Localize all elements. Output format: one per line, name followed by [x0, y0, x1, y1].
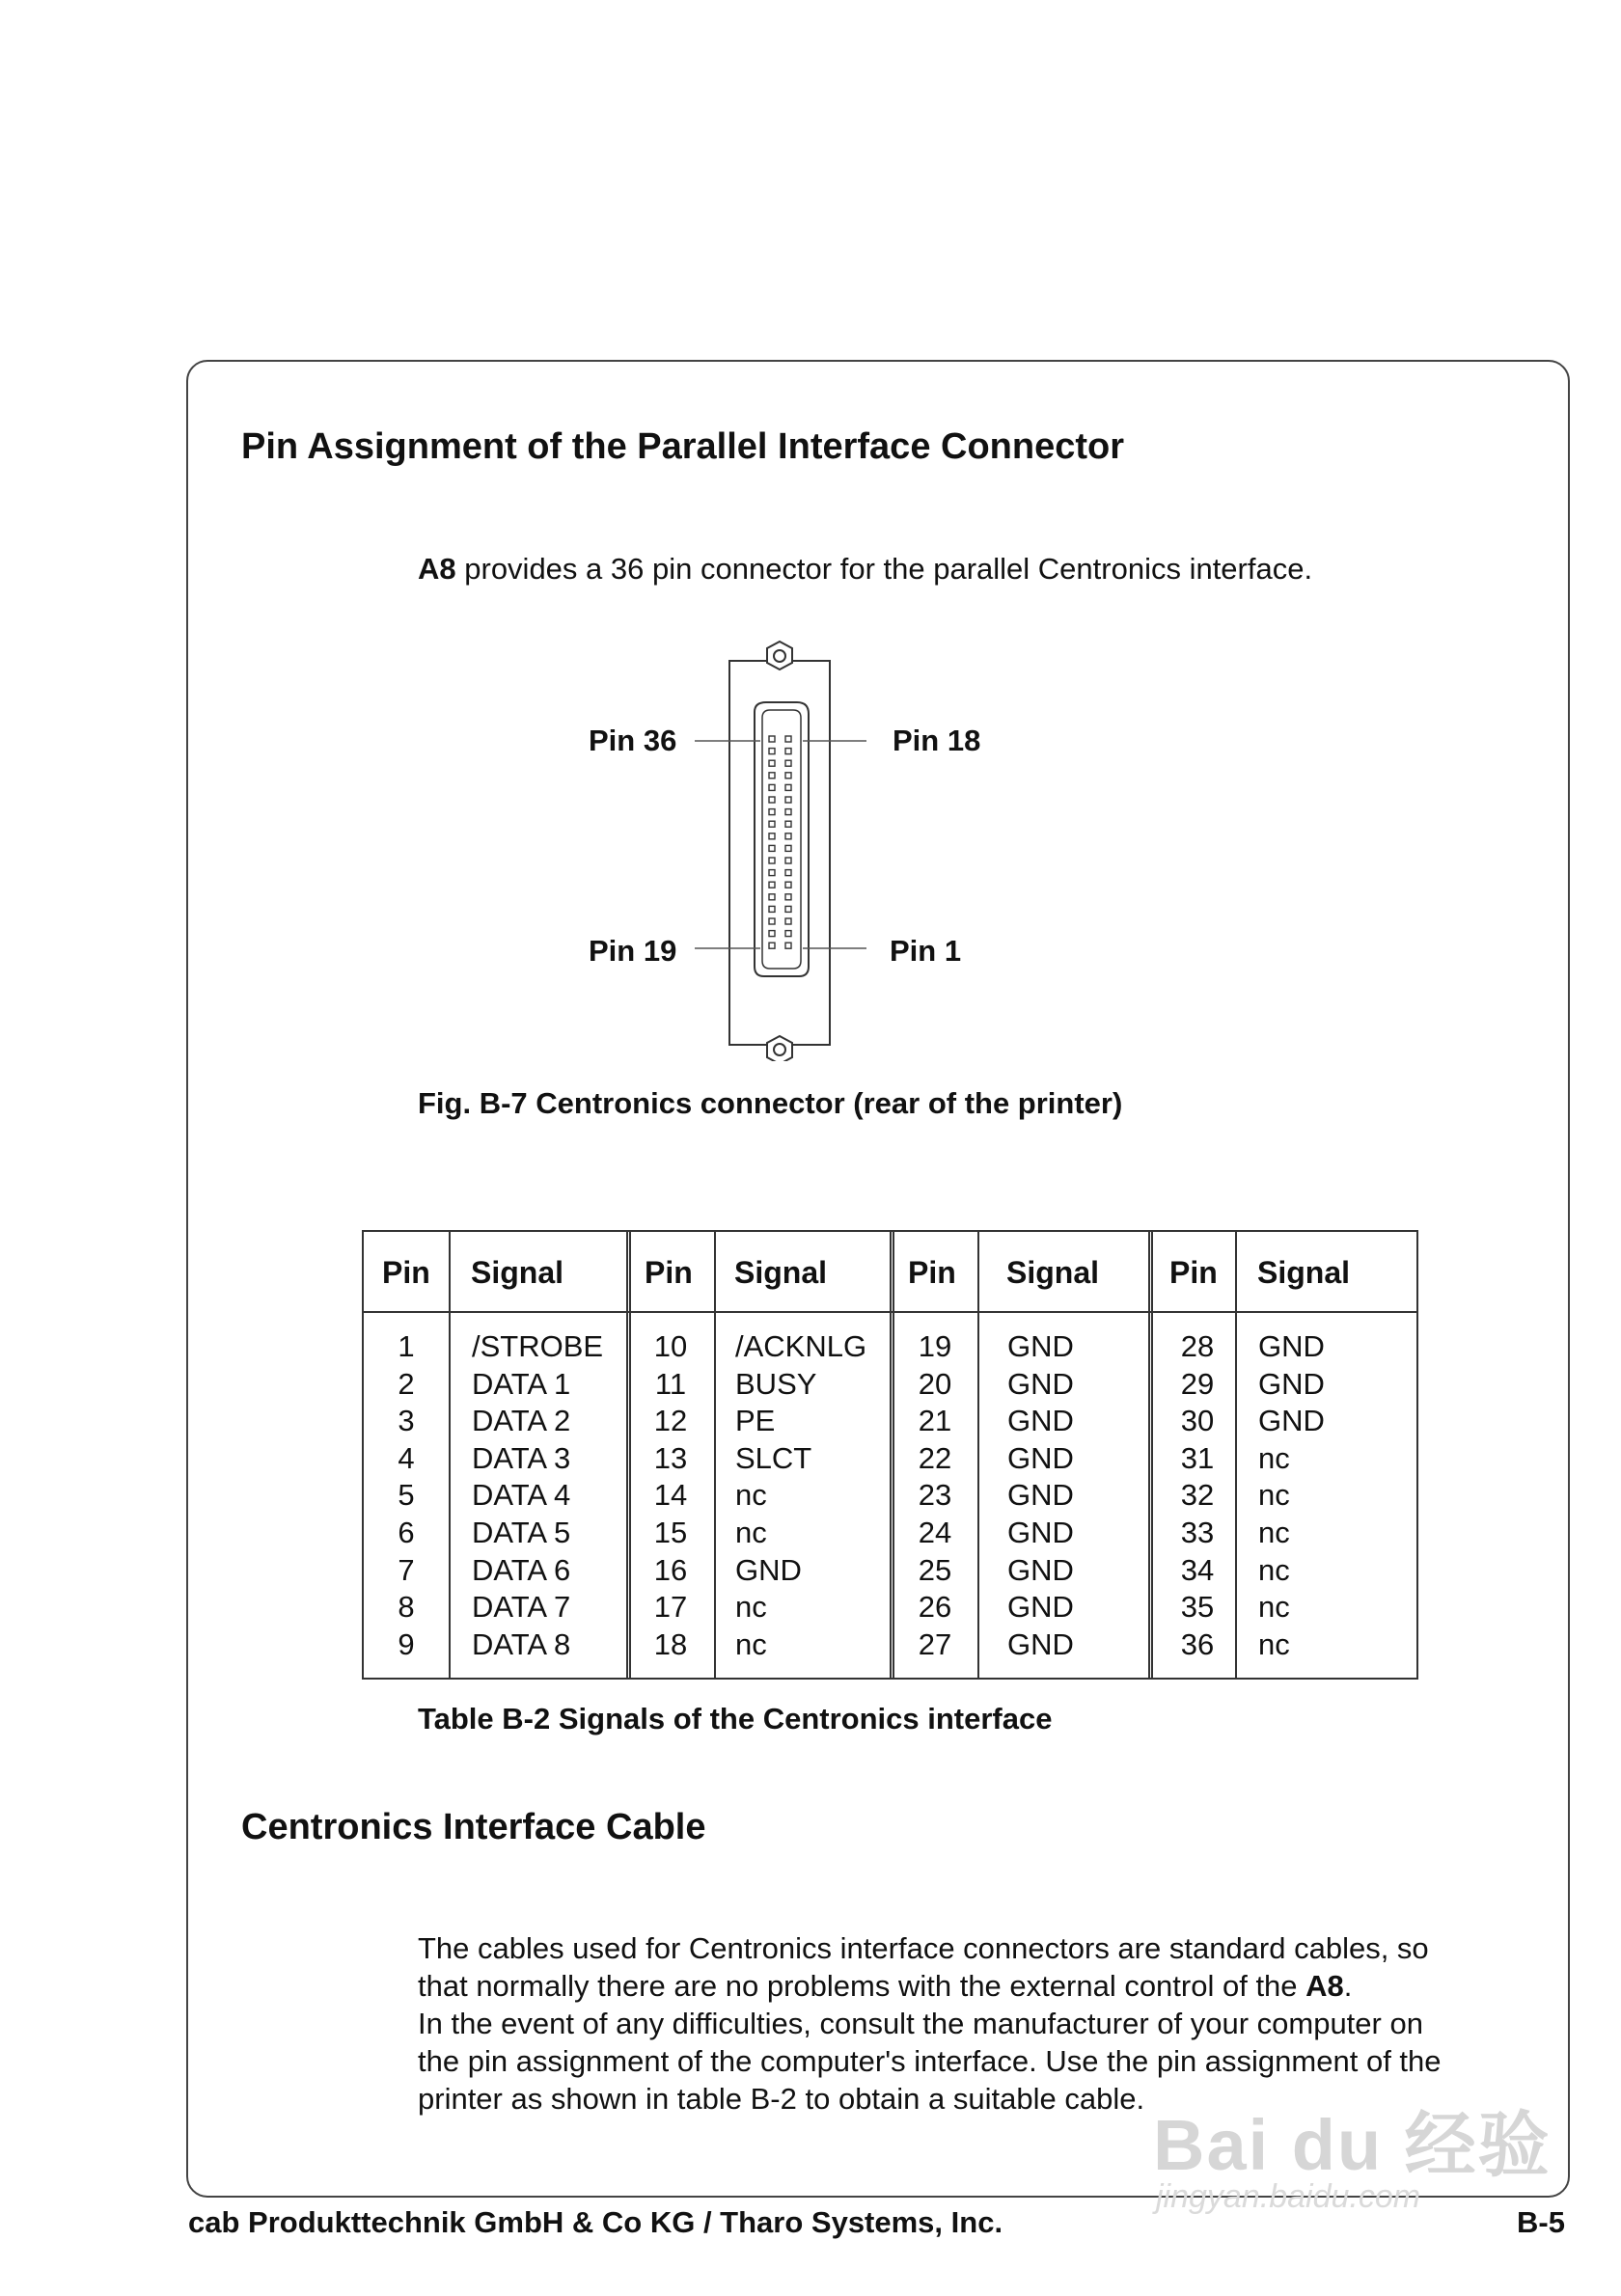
signal-column-2 — [735, 1328, 866, 1663]
section-title-cable: Centronics Interface Cable — [241, 1807, 706, 1847]
signal-column-3 — [1007, 1328, 1074, 1663]
connector-pin-left — [769, 931, 775, 937]
connector-pin-right — [785, 906, 791, 912]
pin-cell: 25 — [918, 1552, 952, 1587]
signal-cell: GND — [1007, 1552, 1074, 1587]
signal-cell: GND — [1007, 1366, 1074, 1401]
pin-cell: 16 — [653, 1552, 688, 1587]
signal-cell: GND — [1007, 1404, 1074, 1438]
connector-pin-right — [785, 845, 791, 851]
signal-cell: DATA 3 — [472, 1440, 571, 1475]
connector-pin-right — [785, 797, 791, 803]
section-title-pin-assignment: Pin Assignment of the Parallel Interface Connector — [241, 426, 1125, 467]
pin-column-1 — [377, 1328, 435, 1663]
signal-cell: nc — [1258, 1515, 1290, 1549]
signal-cell: DATA 6 — [472, 1552, 571, 1587]
connector-pin-right — [785, 918, 791, 924]
connector-pin-right — [785, 943, 791, 948]
signal-cell: GND — [1007, 1626, 1074, 1661]
pin-cell: 31 — [1180, 1440, 1215, 1475]
watermark-url: jingyan.baidu.com — [1156, 2178, 1421, 2215]
connector-pin-right — [785, 749, 791, 754]
connector-pin-left — [769, 845, 775, 851]
pin-cell: 18 — [653, 1626, 688, 1661]
pin-cell: 28 — [1180, 1329, 1215, 1363]
pin-column-4 — [1168, 1328, 1226, 1663]
header-signal-4: Signal — [1257, 1255, 1351, 1290]
pin-cell: 34 — [1180, 1552, 1215, 1587]
signal-cell: DATA 2 — [472, 1404, 571, 1438]
signal-cell: GND — [1007, 1329, 1074, 1363]
pin-cell: 17 — [653, 1590, 688, 1625]
signal-cell: GND — [1258, 1404, 1325, 1438]
signal-cell: nc — [735, 1590, 767, 1625]
signal-cell: DATA 7 — [472, 1590, 571, 1625]
connector-pin-right — [785, 784, 791, 790]
connector-pin-right — [785, 760, 791, 766]
pin-cell: 20 — [918, 1366, 952, 1401]
signal-column-4 — [1258, 1328, 1325, 1663]
header-pin-2: Pin — [645, 1255, 693, 1290]
connector-pin-left — [769, 894, 775, 900]
connector-pin-right — [785, 834, 791, 839]
connector-pin-right — [785, 882, 791, 888]
bottom-screw-icon — [767, 1036, 792, 1061]
paragraph-line: In the event of any difficulties, consult the manufacturer of your computer on — [418, 2007, 1423, 2040]
pin-19-label: Pin 19 — [589, 934, 677, 968]
connector-pin-left — [769, 773, 775, 779]
connector-pin-left — [769, 821, 775, 827]
pin-cell: 7 — [398, 1552, 415, 1587]
product-name: A8 — [1305, 1969, 1344, 2003]
signal-cell: GND — [1258, 1366, 1325, 1401]
header-pin-4: Pin — [1169, 1255, 1218, 1290]
connector-pin-right — [785, 858, 791, 863]
signal-cell: GND — [1007, 1478, 1074, 1513]
signal-cell: GND — [1007, 1590, 1074, 1625]
header-signal-2: Signal — [734, 1255, 828, 1290]
signal-cell: nc — [735, 1478, 767, 1513]
connector-pin-left — [769, 809, 775, 815]
connector-pins — [769, 736, 791, 948]
pin-cell: 6 — [398, 1515, 415, 1549]
signal-cell: nc — [1258, 1626, 1290, 1661]
pin-cell: 19 — [918, 1329, 952, 1363]
signal-cell: SLCT — [735, 1440, 812, 1475]
signal-cell: nc — [735, 1626, 767, 1661]
pin-cell: 4 — [398, 1440, 415, 1475]
connector-pin-right — [785, 773, 791, 779]
paragraph-line — [418, 1967, 1442, 2005]
pin-cell: 23 — [918, 1478, 952, 1513]
connector-pin-right — [785, 736, 791, 742]
pin-cell: 13 — [653, 1440, 688, 1475]
signal-cell: GND — [1258, 1329, 1325, 1363]
connector-pin-left — [769, 797, 775, 803]
signal-cell: nc — [1258, 1478, 1290, 1513]
signal-cell: nc — [735, 1515, 767, 1549]
figure-caption: Fig. B-7 Centronics connector (rear of the printer) — [418, 1086, 1123, 1120]
pin-cell: 36 — [1180, 1626, 1215, 1661]
connector-pin-right — [785, 821, 791, 827]
pin-cell: 11 — [654, 1366, 687, 1401]
connector-pin-left — [769, 784, 775, 790]
footer-page-number: B-5 — [1517, 2205, 1565, 2239]
connector-pin-right — [785, 870, 791, 876]
pin-18-label: Pin 18 — [893, 724, 981, 757]
pin-cell: 30 — [1180, 1404, 1215, 1438]
connector-pin-left — [769, 858, 775, 863]
pin-cell: 15 — [653, 1515, 688, 1549]
pin-cell: 26 — [918, 1590, 952, 1625]
table-divider — [977, 1232, 979, 1678]
signal-cell: DATA 1 — [472, 1366, 571, 1401]
connector-inner-shell — [762, 710, 801, 969]
connector-pin-left — [769, 918, 775, 924]
signal-cell: nc — [1258, 1590, 1290, 1625]
table-caption: Table B-2 Signals of the Centronics interface — [418, 1702, 1053, 1736]
signal-cell: BUSY — [735, 1366, 817, 1401]
pin-cell: 12 — [653, 1404, 688, 1438]
table-group-divider — [1148, 1232, 1153, 1678]
connector-pin-left — [769, 736, 775, 742]
intro-paragraph — [418, 550, 1312, 588]
centronics-connector-diagram — [675, 637, 984, 1061]
product-name: A8 — [418, 552, 456, 586]
connector-pin-left — [769, 906, 775, 912]
paragraph-line-text: that normally there are no problems with the external control of the — [418, 1969, 1306, 2003]
signal-cell: /STROBE — [472, 1329, 604, 1363]
pin-cell: 32 — [1180, 1478, 1215, 1513]
connector-plate — [729, 661, 830, 1045]
header-pin-1: Pin — [382, 1255, 430, 1290]
pin-36-label: Pin 36 — [589, 724, 677, 757]
paragraph-line: the pin assignment of the computer's interface. Use the pin assignment of the — [418, 2044, 1442, 2078]
connector-pin-left — [769, 870, 775, 876]
pin-column-3 — [906, 1328, 964, 1663]
connector-pin-right — [785, 809, 791, 815]
pin-cell: 29 — [1180, 1366, 1215, 1401]
signal-cell: GND — [1007, 1515, 1074, 1549]
header-signal-1: Signal — [471, 1255, 564, 1290]
connector-pin-left — [769, 834, 775, 839]
signal-cell: GND — [1007, 1440, 1074, 1475]
connector-pin-left — [769, 882, 775, 888]
signal-column-1 — [472, 1328, 603, 1663]
table-divider — [714, 1232, 716, 1678]
connector-pin-right — [785, 931, 791, 937]
pin-cell: 22 — [918, 1440, 952, 1475]
pin-cell: 35 — [1180, 1590, 1215, 1625]
pin-cell: 27 — [918, 1626, 952, 1661]
footer-company: cab Produkttechnik GmbH & Co KG / Tharo Systems, Inc. — [188, 2205, 1003, 2239]
pin-cell: 9 — [398, 1626, 415, 1661]
signal-cell: DATA 8 — [472, 1626, 571, 1661]
signals-table — [362, 1230, 1418, 1680]
connector-pin-left — [769, 749, 775, 754]
pin-cell: 2 — [398, 1366, 415, 1401]
signal-cell: GND — [735, 1552, 802, 1587]
pin-cell: 10 — [653, 1329, 688, 1363]
pin-cell: 24 — [918, 1515, 952, 1549]
paragraph-line: The cables used for Centronics interface connectors are standard cables, so — [418, 1931, 1429, 1965]
table-divider — [449, 1232, 451, 1678]
signal-cell: PE — [735, 1404, 776, 1438]
paragraph-line-text: . — [1343, 1969, 1353, 2003]
connector-pin-left — [769, 943, 775, 948]
connector-pin-right — [785, 894, 791, 900]
pin-1-label: Pin 1 — [890, 934, 962, 968]
watermark-logo: Bai du 经验 — [1153, 2105, 1552, 2185]
pin-cell: 1 — [398, 1329, 415, 1363]
signal-cell: /ACKNLG — [735, 1329, 867, 1363]
header-pin-3: Pin — [908, 1255, 956, 1290]
pin-cell: 21 — [918, 1404, 952, 1438]
pin-column-2 — [642, 1328, 700, 1663]
table-group-divider — [890, 1232, 894, 1678]
signal-cell: nc — [1258, 1440, 1290, 1475]
pin-cell: 5 — [398, 1478, 415, 1513]
signal-cell: DATA 5 — [472, 1515, 571, 1549]
signal-cell: nc — [1258, 1552, 1290, 1587]
table-divider — [1235, 1232, 1237, 1678]
header-signal-3: Signal — [1006, 1255, 1100, 1290]
connector-pin-left — [769, 760, 775, 766]
pin-cell: 3 — [398, 1404, 415, 1438]
pin-cell: 33 — [1180, 1515, 1215, 1549]
table-group-divider — [626, 1232, 631, 1678]
pin-cell: 8 — [398, 1590, 415, 1625]
intro-text: provides a 36 pin connector for the parallel Centronics interface. — [455, 552, 1313, 586]
signal-cell: DATA 4 — [472, 1478, 571, 1513]
pin-cell: 14 — [653, 1478, 688, 1513]
top-screw-icon — [767, 642, 792, 670]
paragraph-line: printer as shown in table B-2 to obtain a suitable cable. — [418, 2082, 1145, 2116]
